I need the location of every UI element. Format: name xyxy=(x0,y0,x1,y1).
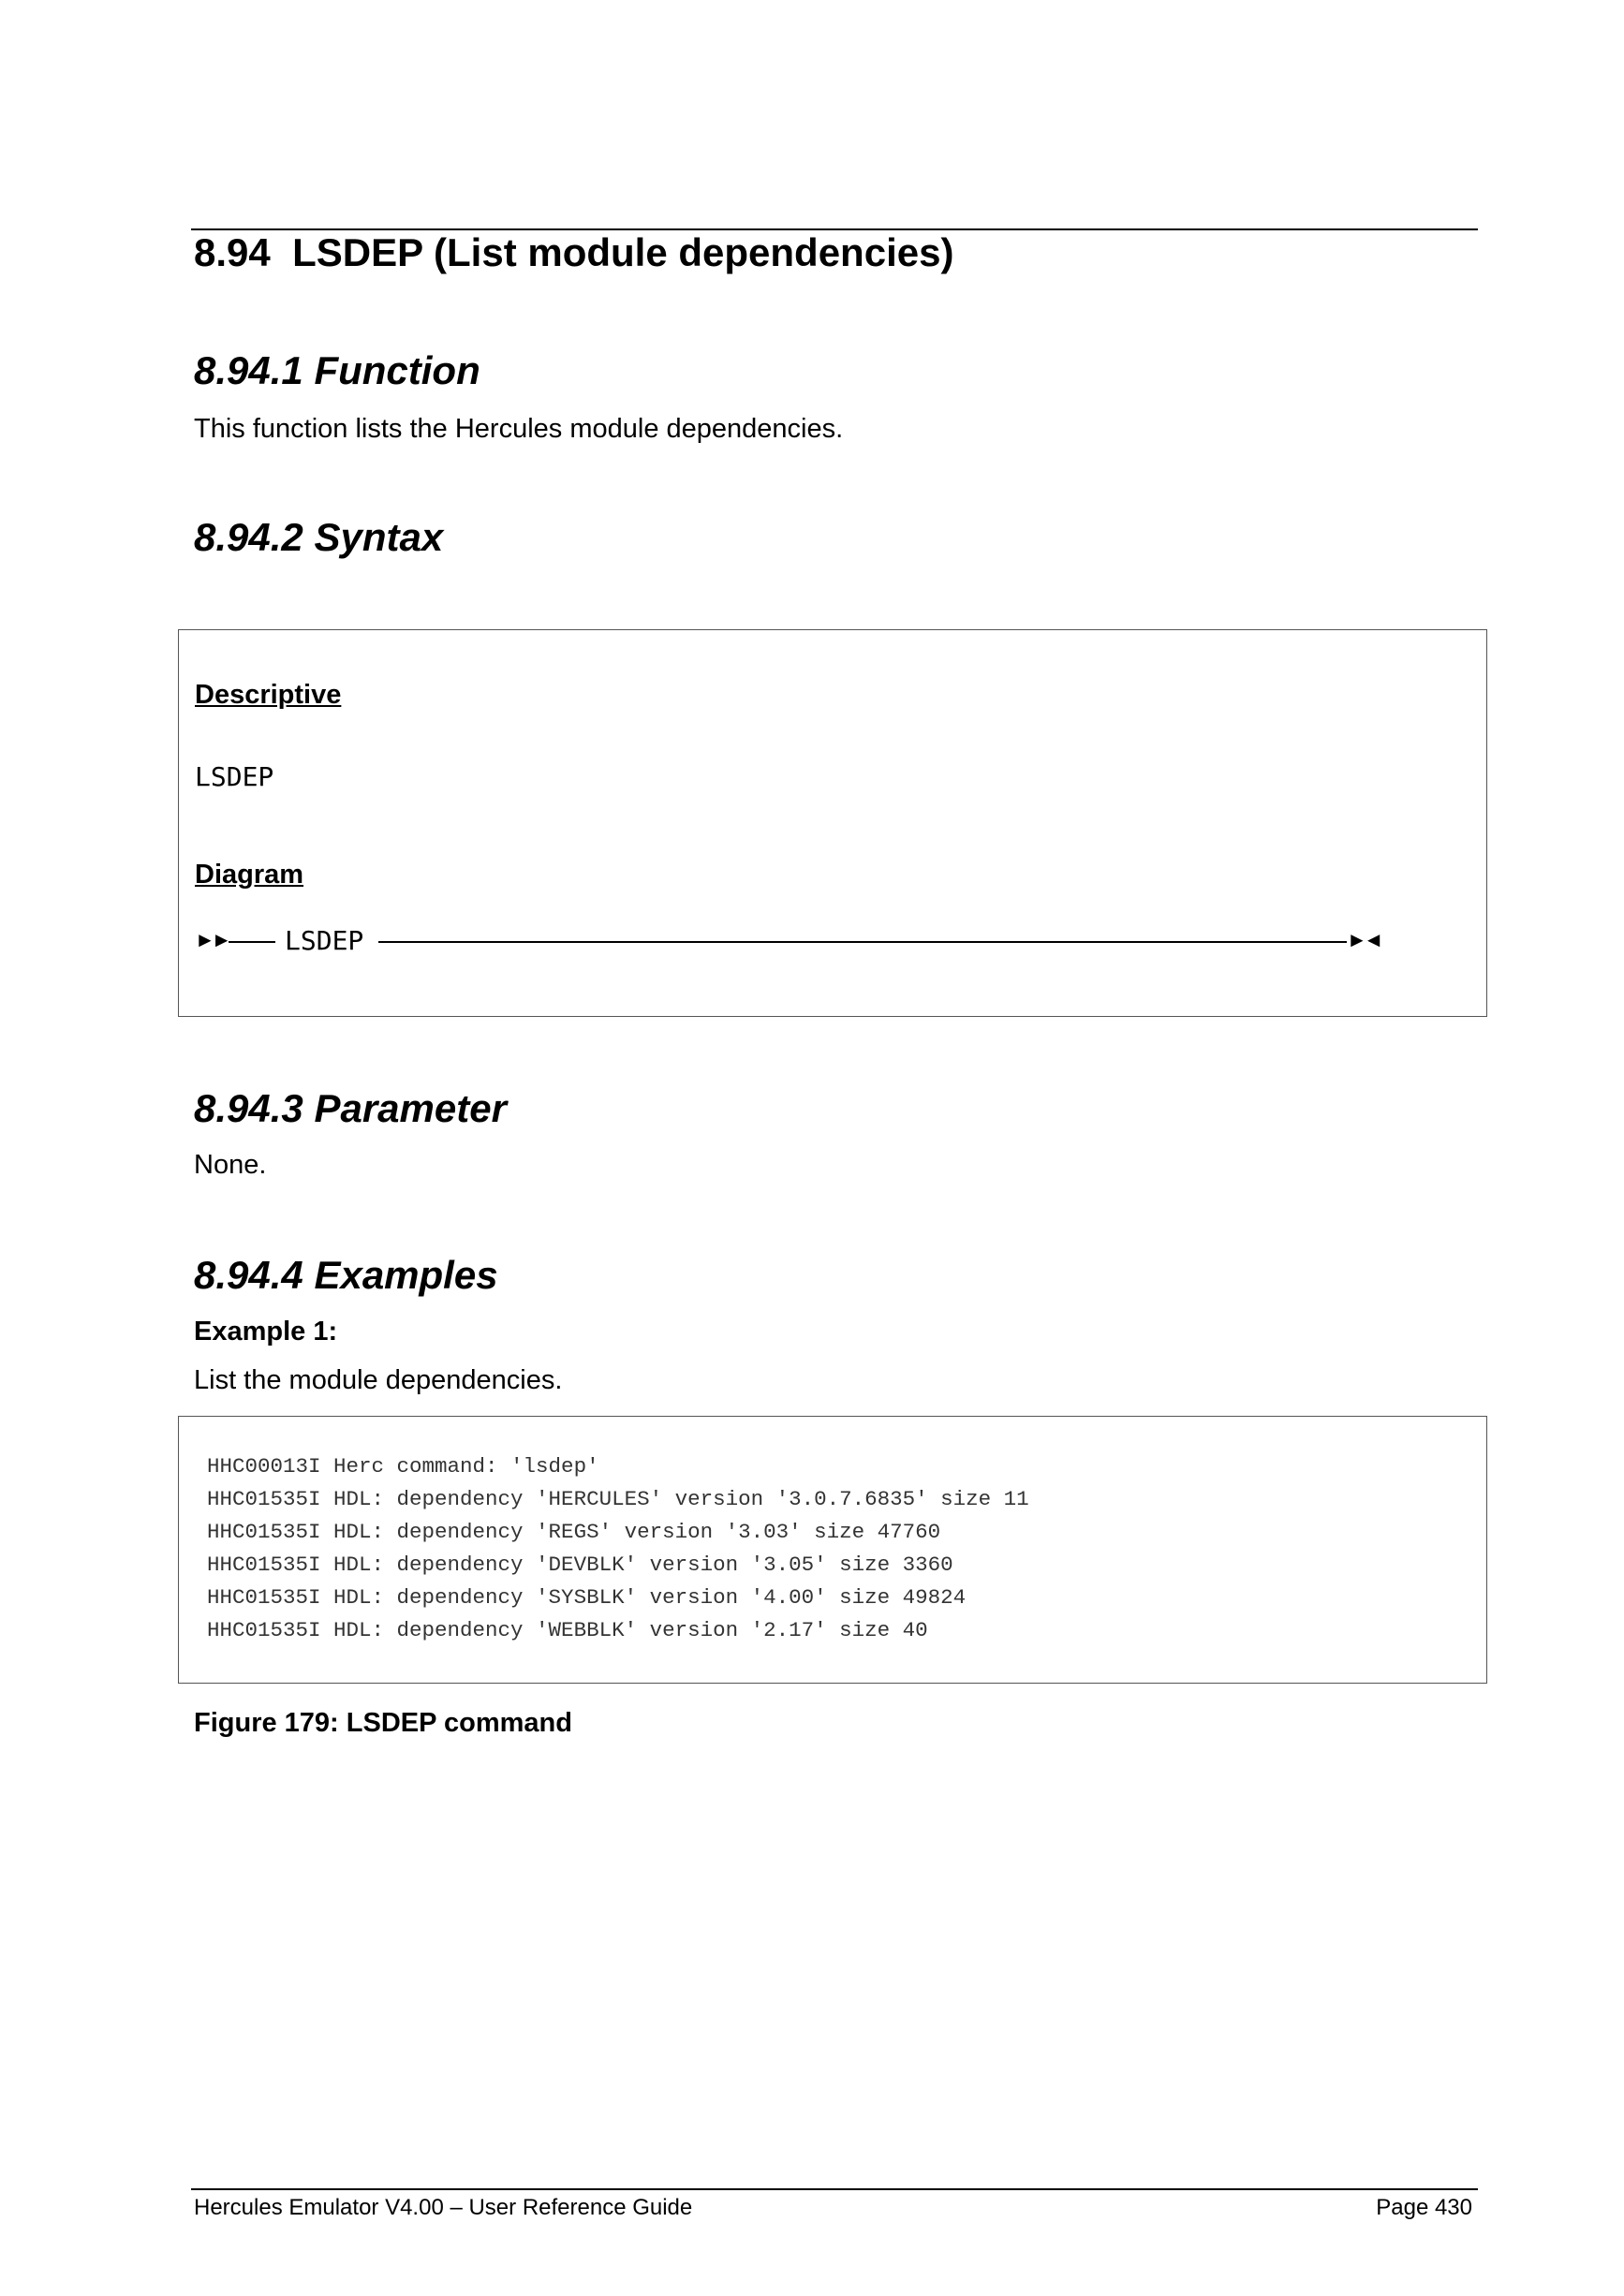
descriptive-command: LSDEP xyxy=(195,761,274,792)
descriptive-label: Descriptive xyxy=(195,680,342,710)
code-line: HHC01535I HDL: dependency 'REGS' version '3.03' size 47760 xyxy=(207,1520,941,1544)
examples-heading: 8.94.4 Examples xyxy=(194,1253,498,1297)
footer-title: Hercules Emulator V4.00 – User Reference Guide xyxy=(194,2195,693,2220)
syntax-heading: 8.94.2 Syntax xyxy=(194,515,444,559)
example-label: Example 1: xyxy=(194,1317,338,1347)
function-text: This function lists the Hercules module dependencies. xyxy=(194,414,844,444)
diagram-line-right xyxy=(378,941,1347,943)
diagram-keyword: LSDEP xyxy=(285,925,364,956)
parameter-text: None. xyxy=(194,1150,267,1180)
syntax-diagram xyxy=(195,922,1380,960)
diagram-start-icon: ►► xyxy=(195,928,229,951)
section-heading xyxy=(194,230,953,275)
diagram-end-icon: ►◄ xyxy=(1347,928,1380,951)
footer-rule xyxy=(191,2188,1478,2190)
syntax-box xyxy=(178,629,1487,1017)
code-line: HHC01535I HDL: dependency 'DEVBLK' version '3.05' size 3360 xyxy=(207,1553,953,1577)
parameter-heading: 8.94.3 Parameter xyxy=(194,1086,507,1130)
section-number: 8.94 xyxy=(194,230,271,274)
code-line: HHC01535I HDL: dependency 'HERCULES' version '3.0.7.6835' size 11 xyxy=(207,1487,1029,1511)
section-title: LSDEP (List module dependencies) xyxy=(292,230,954,274)
code-line: HHC01535I HDL: dependency 'WEBBLK' version '2.17' size 40 xyxy=(207,1618,928,1642)
example-text: List the module dependencies. xyxy=(194,1365,563,1395)
figure-caption: Figure 179: LSDEP command xyxy=(194,1708,572,1738)
page-number: Page 430 xyxy=(1376,2195,1472,2220)
code-box xyxy=(178,1416,1487,1684)
code-line: HHC01535I HDL: dependency 'SYSBLK' version '4.00' size 49824 xyxy=(207,1585,967,1610)
code-line: HHC00013I Herc command: 'lsdep' xyxy=(207,1454,599,1479)
diagram-line-left xyxy=(229,941,275,943)
diagram-label: Diagram xyxy=(195,860,304,890)
function-heading: 8.94.1 Function xyxy=(194,348,480,392)
